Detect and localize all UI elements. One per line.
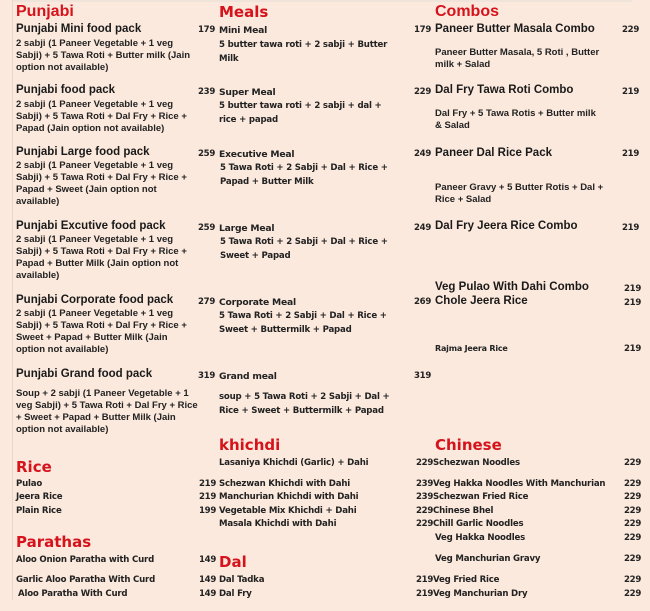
meal-item-price: 229 — [414, 87, 432, 97]
rice-item-title: Jeera Rice — [16, 492, 63, 502]
meal-item-title: Grand meal — [219, 371, 277, 382]
meals-heading: Meals — [219, 3, 269, 21]
combo-item-desc: Paneer Gravy + 5 Butter Rotis + Dal + Rice + Salad — [435, 182, 604, 205]
paratha-item-title: Aloo Paratha With Curd — [18, 589, 128, 599]
meal-item-desc: 5 butter tawa roti + 2 sabji + dal + rice + papad — [219, 101, 382, 125]
khichdi-item-title: Schezwan Khichdi with Dahi — [219, 479, 351, 489]
punjabi-item-title: Punjabi Large food pack — [16, 146, 150, 158]
combo-item-title: Paneer Butter Masala Combo — [435, 23, 595, 35]
chinese-item-title: Schezwan Noodles — [433, 458, 520, 468]
parathas-heading: Parathas — [16, 533, 92, 551]
punjabi-item-desc: 2 sabji (1 Paneer Vegetable + 1 veg Sabji) + 5 Tawa Roti + Dal Fry + Rice + Papad (Jain option not available) — [16, 99, 187, 134]
khichdi-item-price: 229 — [416, 519, 434, 529]
punjabi-item-price: 259 — [198, 149, 216, 159]
dal-heading: Dal — [219, 553, 247, 571]
combo-item-desc: Dal Fry + 5 Tawa Rotis + Butter milk & Salad — [435, 108, 596, 131]
punjabi-item-desc: 2 sabji (1 Paneer Vegetable + 1 veg Sabji) + 5 Tawa Roti + Butter milk (Jain option not available) — [16, 38, 191, 73]
punjabi-item-desc: Soup + 2 sabji (1 Paneer Vegetable + 1 veg Sabji) + 5 Tawa Roti + Dal Fry + Rice + Sweet + Papad + Butter Milk (Jain option not available) — [16, 388, 198, 435]
meal-item-desc: 5 Tawa Roti + 2 Sabji + Dal + Rice + Sweet + Buttermilk + Papad — [219, 311, 387, 335]
chinese-item-price: 229 — [624, 554, 642, 564]
paratha-item-price: 149 — [199, 555, 217, 565]
punjabi-item-title: Punjabi Grand food pack — [16, 368, 153, 380]
punjabi-item-price: 319 — [198, 371, 216, 381]
rice-item-title: Pulao — [16, 479, 43, 489]
punjabi-item-title: Punjabi Mini food pack — [16, 23, 142, 35]
khichdi-item-title: Lasaniya Khichdi (Garlic) + Dahi — [219, 458, 369, 468]
punjabi-item-price: 279 — [198, 297, 216, 307]
combo-item-price: 219 — [622, 149, 640, 159]
khichdi-item-price: 229 — [416, 458, 434, 468]
khichdi-item-title: Manchurian Khichdi with Dahi — [219, 492, 359, 502]
combo-item-price: 219 — [624, 298, 642, 308]
combo-item-price: 219 — [624, 284, 642, 294]
meal-item-title: Mini Meal — [219, 25, 268, 36]
meal-item-desc: 5 butter tawa roti + 2 sabji + Butter Milk — [219, 40, 388, 64]
combos-heading: Combos — [435, 3, 499, 20]
khichdi-item-price: 239 — [416, 479, 434, 489]
chinese-item-title: Veg Hakka Noodles With Manchurian — [433, 479, 606, 489]
punjabi-heading: Punjabi — [16, 3, 74, 20]
punjabi-item-price: 179 — [198, 25, 216, 35]
khichdi-item-title: Vegetable Mix Khichdi + Dahi — [219, 506, 357, 516]
combo-item-price: 219 — [622, 87, 640, 97]
punjabi-item-title: Punjabi Corporate food pack — [16, 294, 174, 306]
paratha-item-title: Garlic Aloo Paratha With Curd — [16, 575, 156, 585]
combo-item-desc: Paneer Butter Masala, 5 Roti , Butter milk + Salad — [435, 47, 600, 70]
dal-item-price: 219 — [416, 575, 434, 585]
combo-item-title: Dal Fry Jeera Rice Combo — [435, 220, 578, 232]
meal-item-price: 269 — [414, 297, 432, 307]
meal-item-title: Super Meal — [219, 87, 276, 98]
dal-item-price: 219 — [416, 589, 434, 599]
punjabi-item-title: Punjabi food pack — [16, 84, 116, 96]
meal-item-title: Corporate Meal — [219, 297, 296, 308]
punjabi-item-title: Punjabi Excutive food pack — [16, 220, 166, 232]
frame-left-border — [12, 0, 13, 600]
rice-heading: Rice — [16, 458, 52, 476]
paratha-item-price: 149 — [199, 589, 217, 599]
paratha-item-title: Aloo Onion Paratha with Curd — [16, 555, 155, 565]
punjabi-item-desc: 2 sabji (1 Paneer Vegetable + 1 veg Sabji) + 5 Tawa Roti + Dal Fry + Rice + Sweet + Papad + Butter Milk (Jain option not available) — [16, 308, 187, 355]
rice-item-price: 219 — [199, 479, 217, 489]
khichdi-item-title: Masala Khichdi with Dahi — [219, 519, 337, 529]
khichdi-item-price: 239 — [416, 492, 434, 502]
paratha-item-price: 149 — [199, 575, 217, 585]
chinese-item-price: 229 — [624, 519, 642, 529]
combo-item-title: Rajma Jeera Rice — [435, 344, 508, 353]
rice-item-price: 219 — [199, 492, 217, 502]
chinese-item-title: Chinese Bhel — [433, 506, 494, 516]
meal-item-desc: 5 Tawa Roti + 2 Sabji + Dal + Rice + Sweet + Papad — [220, 237, 388, 261]
chinese-item-title: Veg Fried Rice — [433, 575, 500, 585]
combo-item-title: Veg Pulao With Dahi Combo — [435, 281, 589, 293]
frame-top-border — [12, 0, 632, 2]
meal-item-title: Executive Meal — [219, 149, 295, 160]
chinese-item-price: 229 — [624, 589, 642, 599]
chinese-item-title: Chill Garlic Noodles — [433, 519, 524, 529]
chinese-item-title: Veg Manchurian Gravy — [435, 554, 541, 564]
chinese-item-price: 229 — [624, 533, 642, 543]
chinese-item-title: Veg Manchurian Dry — [433, 589, 528, 599]
punjabi-item-desc: 2 sabji (1 Paneer Vegetable + 1 veg Sabji) + 5 Tawa Roti + Dal Fry + Rice + Papad + Sweet (Jain option not available) — [16, 160, 187, 207]
rice-item-price: 199 — [199, 506, 217, 516]
combo-item-price: 229 — [622, 25, 640, 35]
khichdi-item-price: 229 — [416, 506, 434, 516]
meal-item-desc: 5 Tawa Roti + 2 Sabji + Dal + Rice + Papad + Butter Milk — [220, 163, 388, 187]
punjabi-item-desc: 2 sabji (1 Paneer Vegetable + 1 veg Sabji) + 5 Tawa Roti + Dal Fry + Rice + Papad + Butter Milk (Jain option not available) — [16, 234, 187, 281]
rice-item-title: Plain Rice — [16, 506, 62, 516]
combo-item-title: Dal Fry Tawa Roti Combo — [435, 84, 574, 96]
combo-item-price: 219 — [622, 223, 640, 233]
khichdi-heading: khichdi — [219, 436, 281, 454]
dal-item-title: Dal Tadka — [219, 575, 265, 585]
chinese-item-price: 229 — [624, 479, 642, 489]
meal-item-price: 249 — [414, 149, 432, 159]
meal-item-price: 179 — [414, 25, 432, 35]
combo-item-title: Chole Jeera Rice — [435, 295, 528, 307]
chinese-item-price: 229 — [624, 492, 642, 502]
punjabi-item-price: 239 — [198, 87, 216, 97]
dal-item-title: Dal Fry — [219, 589, 252, 599]
combo-item-price: 219 — [624, 344, 642, 354]
chinese-item-price: 229 — [624, 458, 642, 468]
chinese-heading: Chinese — [435, 436, 502, 454]
chinese-item-price: 229 — [624, 506, 642, 516]
chinese-item-price: 229 — [624, 575, 642, 585]
combo-item-title: Paneer Dal Rice Pack — [435, 147, 552, 159]
chinese-item-title: Schezwan Fried Rice — [433, 492, 529, 502]
punjabi-item-price: 259 — [198, 223, 216, 233]
meal-item-price: 249 — [414, 223, 432, 233]
meal-item-price: 319 — [414, 371, 432, 381]
chinese-item-title: Veg Hakka Noodles — [435, 533, 526, 543]
meal-item-title: Large Meal — [219, 223, 275, 234]
meal-item-desc: soup + 5 Tawa Roti + 2 Sabji + Dal + Rice + Sweet + Buttermilk + Papad — [219, 392, 390, 416]
